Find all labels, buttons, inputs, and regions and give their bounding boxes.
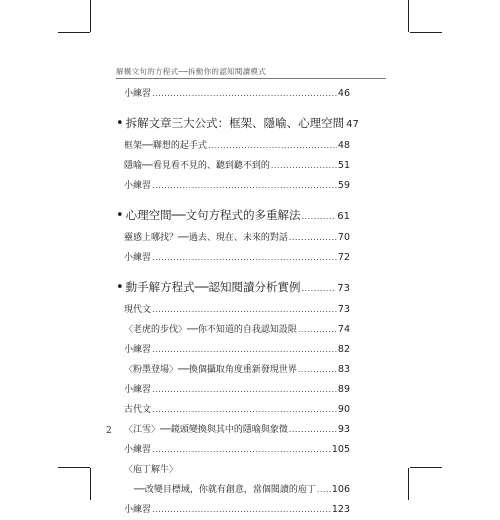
toc-page-number: 105 — [331, 444, 350, 455]
toc-entry[interactable] — [124, 320, 350, 340]
toc-entry[interactable] — [124, 380, 350, 400]
toc-entry[interactable] — [124, 248, 350, 268]
dot-leader — [298, 320, 337, 340]
toc-entry-title: ──改變目標域，你就有創意，當個閱讀的庖丁 — [134, 485, 316, 495]
dot-leader — [302, 276, 337, 302]
toc-page-number: 74 — [337, 324, 350, 335]
toc-entry-title: 小練習 — [124, 345, 152, 355]
toc-entry-title: 小練習 — [124, 89, 152, 99]
toc-entry[interactable] — [124, 480, 350, 500]
toc-entry[interactable] — [124, 176, 350, 196]
page-number: 2 — [106, 426, 112, 436]
dot-leader — [152, 176, 337, 196]
toc-page-number: 51 — [337, 160, 350, 171]
crop-mark — [58, 32, 90, 33]
crop-mark — [408, 0, 409, 32]
toc-entry-title: 隱喻──看見看不見的、聽到聽不到的 — [124, 161, 270, 171]
toc-page-number: 123 — [331, 504, 350, 515]
toc-entry-title: 小練習 — [124, 385, 152, 395]
toc-entry-title: 〈庖丁解牛〉 — [124, 465, 179, 475]
dot-leader — [271, 156, 337, 176]
toc-entry-title: 動手解方程式──認知閱讀分析實例 — [125, 280, 301, 294]
crop-mark — [90, 468, 91, 500]
toc-entry-title: 小練習 — [124, 181, 152, 191]
dot-leader — [208, 136, 337, 156]
toc-entry-title: 框架──聯想的起手式 — [124, 141, 207, 151]
dot-leader — [152, 248, 337, 268]
toc-entry[interactable] — [124, 360, 350, 380]
toc-page-number: 59 — [337, 180, 350, 191]
toc-section-heading[interactable] — [116, 110, 359, 136]
toc-entry-title: 現代文 — [124, 305, 152, 315]
toc-entry-title: 〈老虎的步伐〉──你不知道的自我認知設限 — [124, 325, 297, 335]
crop-mark — [90, 0, 91, 32]
toc-entry[interactable] — [124, 228, 350, 248]
toc-page-number: 82 — [337, 344, 350, 355]
dot-leader — [152, 84, 337, 104]
crop-mark — [408, 468, 409, 500]
toc-page-number: 106 — [331, 484, 350, 495]
toc-entry-title: 拆解文章三大公式：框架、隱喻、心理空間 — [125, 116, 345, 130]
dot-leader — [152, 440, 331, 460]
toc-page-number: 73 — [337, 283, 350, 294]
running-header: 解構文句的方程式──拆動你的認知閱讀模式 — [116, 66, 386, 79]
dot-leader — [152, 380, 337, 400]
dot-leader — [152, 300, 337, 320]
toc-section-heading[interactable] — [116, 202, 350, 228]
bullet-icon: • — [116, 280, 124, 295]
dot-leader — [289, 420, 337, 440]
toc-entry[interactable] — [124, 400, 350, 420]
toc-entry-title: 小練習 — [124, 505, 152, 515]
toc-entry[interactable] — [124, 500, 350, 520]
toc-page-number: 72 — [337, 252, 350, 263]
toc-page-number: 46 — [337, 88, 350, 99]
toc-page-number: 61 — [337, 211, 350, 222]
toc-page-number: 83 — [337, 364, 350, 375]
toc-page-number: 93 — [337, 424, 350, 435]
toc-entry[interactable] — [124, 460, 350, 480]
dot-leader — [289, 228, 337, 248]
toc-entry[interactable] — [124, 420, 350, 440]
toc-page-number: 90 — [337, 404, 350, 415]
toc-entry-title: 小練習 — [124, 445, 152, 455]
crop-mark — [410, 467, 442, 468]
bullet-icon: • — [116, 116, 124, 131]
toc-entry[interactable] — [124, 440, 350, 460]
toc-page-number: 70 — [337, 232, 350, 243]
toc-page-number: 47 — [346, 119, 359, 130]
dot-leader — [152, 340, 337, 360]
toc-page-number: 73 — [337, 304, 350, 315]
dot-leader — [317, 480, 331, 500]
toc-page-number: 89 — [337, 384, 350, 395]
dot-leader — [298, 360, 337, 380]
toc-entry-title: 〈粉墨登場〉──換個攝取角度重新發現世界 — [124, 365, 297, 375]
bullet-icon: • — [116, 208, 124, 223]
dot-leader — [302, 204, 337, 230]
dot-leader — [152, 400, 337, 420]
crop-mark — [58, 467, 90, 468]
toc-entry[interactable] — [124, 136, 350, 156]
toc-entry-title: 古代文 — [124, 405, 152, 415]
crop-mark — [410, 32, 442, 33]
toc-entry-title: 〈江雪〉──鏡頭變換與其中的隱喻與象徵 — [124, 425, 288, 435]
toc-entry[interactable] — [124, 300, 350, 320]
table-of-contents — [116, 84, 359, 520]
toc-entry[interactable] — [124, 156, 350, 176]
toc-entry-title: 小練習 — [124, 253, 152, 263]
toc-entry-title: 心理空間──文句方程式的多重解法 — [125, 208, 301, 222]
toc-entry[interactable] — [124, 340, 350, 360]
toc-entry-title: 靈感上哪找？──過去、現在、未來的對話 — [124, 233, 288, 243]
toc-entry[interactable] — [124, 84, 350, 104]
dot-leader — [152, 500, 331, 520]
toc-section-heading[interactable] — [116, 274, 350, 300]
toc-page-number: 48 — [337, 140, 350, 151]
